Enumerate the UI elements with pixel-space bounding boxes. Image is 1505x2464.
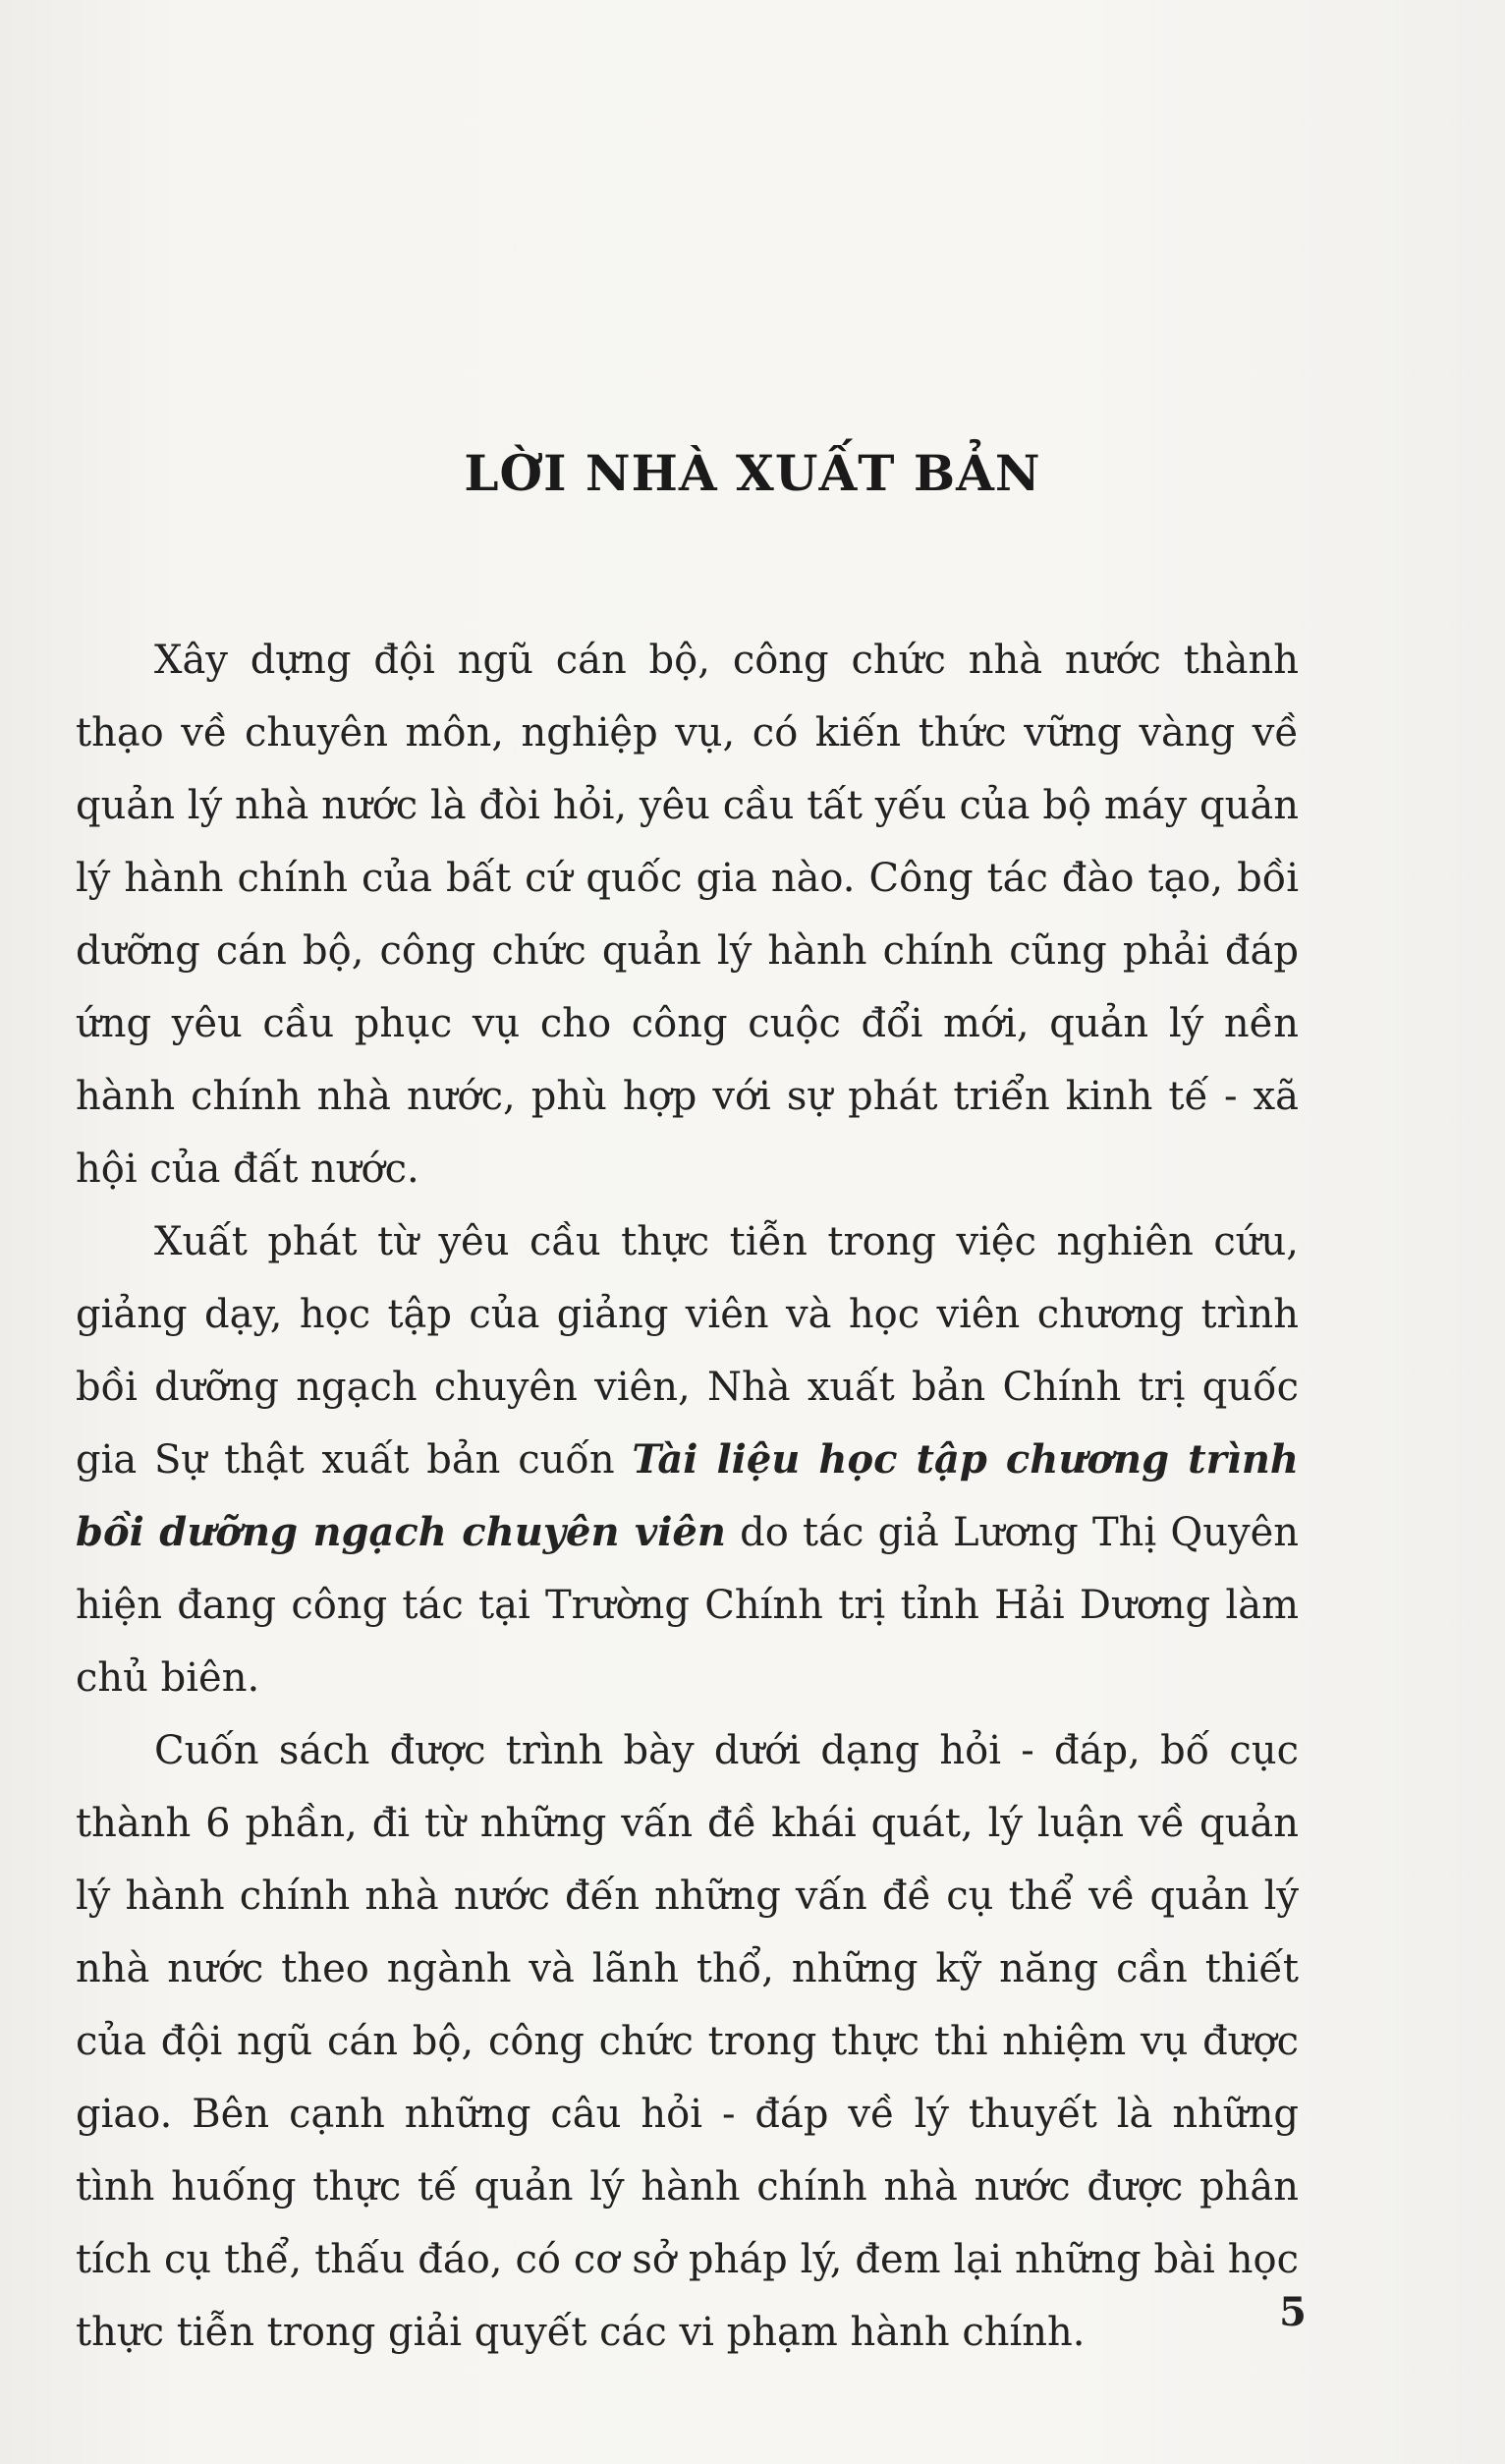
paragraph-2	[76, 1205, 1299, 1714]
paragraph-2-end: do tác giả Lương Thị Quyên hiện đang công tác tại Trường Chính trị tỉnh Hải Dương làm chủ biên.	[76, 1510, 1300, 1701]
paragraph-2-intro: Xuất phát từ yêu cầu thực tiễn trong việc nghiên cứu, giảng dạy, học tập của giảng viên và học viên chương trình bồi dưỡng ngạch chuyên viên, Nhà xuất bản Chính trị quốc gia Sự thật xuất bản cuốn	[76, 1219, 1299, 1483]
preface-body	[76, 624, 1299, 2369]
paragraph-1: Xây dựng đội ngũ cán bộ, công chức nhà nước thành thạo về chuyên môn, nghiệp vụ, có kiến thức vững vàng về quản lý nhà nước là đòi hỏi, yêu cầu tất yếu của bộ máy quản lý hành chính của bất cứ quốc gia nào. Công tác đào tạo, bồi dưỡng cán bộ, công chức quản lý hành chính cũng phải đáp ứng yêu cầu phục vụ cho công cuộc đổi mới, quản lý nền hành chính nhà nước, phù hợp với sự phát triển kinh tế - xã hội của đất nước.	[76, 638, 1299, 1192]
book-title-emphasis: Tài liệu học tập chương trình bồi dưỡng ngạch chuyên viên	[76, 1436, 1299, 1555]
paragraph-3: Cuốn sách được trình bày dưới dạng hỏi - đáp, bố cục thành 6 phần, đi từ những vấn đề khái quát, lý luận về quản lý hành chính nhà nước đến những vấn đề cụ thể về quản lý nhà nước theo ngành và lãnh thổ, những kỹ năng cần thiết của đội ngũ cán bộ, công chức trong thực thi nhiệm vụ được giao. Bên cạnh những câu hỏi - đáp về lý thuyết là những tình huống thực tế quản lý hành chính nhà nước được phân tích cụ thể, thấu đáo, có cơ sở pháp lý, đem lại những bài học thực tiễn trong giải quyết các vi phạm hành chính.	[76, 1728, 1299, 2355]
page-number: 5	[1279, 2289, 1307, 2335]
page-title: LỜI NHÀ XUẤT BẢN	[464, 444, 1041, 502]
